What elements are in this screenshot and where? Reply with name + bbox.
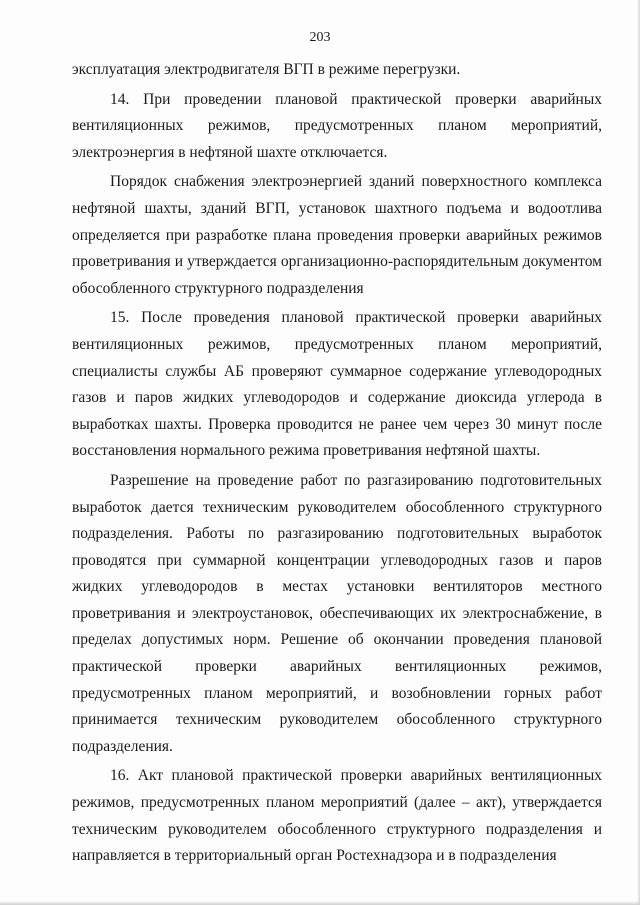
page-number: 203 [309, 30, 331, 45]
scan-bottom-edge [0, 901, 640, 905]
document-body [72, 57, 602, 870]
paragraph-continuation: эксплуатация электродвигателя ВГП в режиме перегрузки. [72, 61, 461, 78]
paragraph-item-14: 14. При проведении плановой практической проверки аварийных вентиляционных режимов, предусмотренных планом мероприятий, электроэнергия в нефтяной шахте отключается. [72, 90, 602, 161]
paragraph-item-16: 16. Акт плановой практической проверки аварийных вентиляционных режимов, предусмотренных планом мероприятий (далее – акт), утверждается техническим руководителем обособленного структурного подразделения и направляется в территориальный орган Ростехнадзора и в подразделения [72, 767, 602, 865]
paragraph-degassing: Разрешение на проведение работ по разгазированию подготовительных выработок дается техническим руководителем обособленного структурного подразделения. Работы по разгазированию подготовительных выработок проводятся при суммарной концентрации углеводородных газов и паров жидких углеводородов в местах установки вентиляторов местного проветривания и электроустановок, обеспечивающих их электроснабжение, в пределах допустимых норм. Решение об окончании проведения плановой практической проверки аварийных вентиляционных режимов, предусмотренных планом мероприятий, и возобновлении горных работ принимается техническим руководителем обособленного структурного подразделения. [72, 471, 602, 755]
paragraph-power-supply: Порядок снабжения электроэнергией зданий поверхностного комплекса нефтяной шахты, зданий ВГП, установок шахтного подъема и водоотлива определяется при разработке плана проведения проверки аварийных режимов проветривания и утверждается организационно-распорядительным документом обособленного структурного подразделения [72, 173, 602, 297]
paragraph-item-15: 15. После проведения плановой практической проверки аварийных вентиляционных режимов, предусмотренных планом мероприятий, специалисты службы АБ проверяют суммарное содержание углеводородных газов и паров жидких углеводородов и содержание диоксида углерода в выработках шахты. Проверка проводится не ранее чем через 30 минут после восстановления нормального режима проветривания нефтяной шахты. [72, 309, 602, 460]
